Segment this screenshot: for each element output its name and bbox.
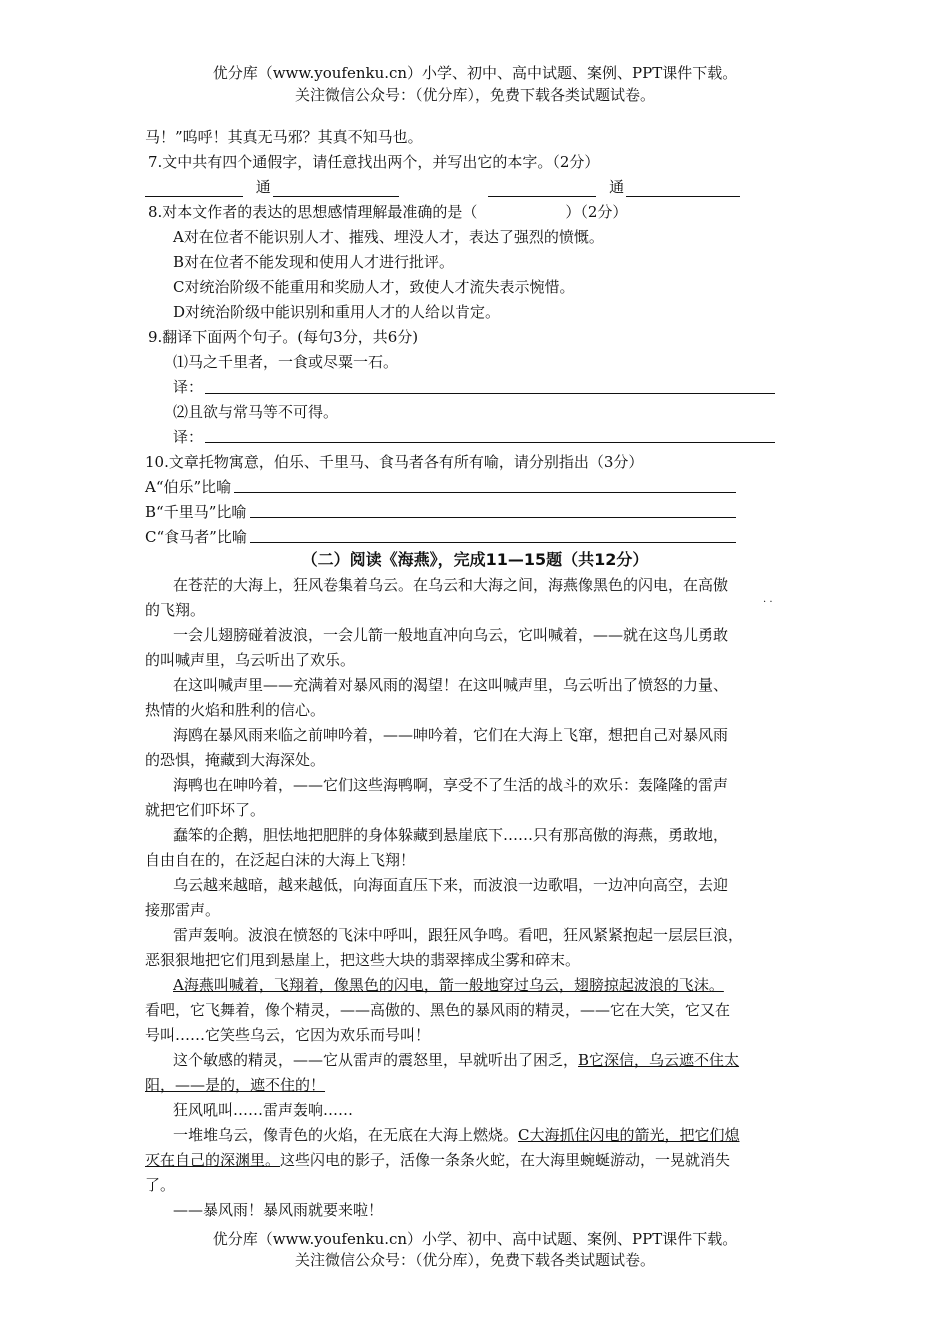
- underlined-sentence-b-cont: 阳，——是的，遮不住的！: [145, 1076, 326, 1094]
- passage-text: 这些闪电的影子，活像一条条火蛇，在大海里蜿蜒游动，一晃就消失: [280, 1151, 731, 1169]
- q10-a-line[interactable]: [234, 492, 736, 493]
- translate-label-1: 译：: [173, 378, 204, 396]
- q10-c-label: C“食马者”比喻: [145, 528, 247, 546]
- underlined-sentence-b: B它深信，乌云遮不住太: [578, 1051, 740, 1069]
- q10-b-label: B“千里马”比喻: [145, 503, 247, 521]
- passage-line: 看吧，它飞舞着，像个精灵，——高傲的、黑色的暴风雨的精灵，——它在大笑，它又在: [145, 1001, 731, 1019]
- passage-line: 号叫……它笑些乌云，它因为欢乐而号叫！: [145, 1026, 431, 1044]
- q10-a-label: A“伯乐”比喻: [145, 478, 232, 496]
- passage-line: 就把它们吓坏了。: [145, 801, 266, 819]
- passage-line: 了。: [145, 1176, 176, 1194]
- header-line-1: 优分库（www.youfenku.cn）小学、初中、高中试题、案例、PPT课件下载。: [212, 64, 738, 82]
- passage-line: 接那雷声。: [145, 901, 221, 919]
- option-a: A对在位者不能识别人才、摧残、埋没人才，表达了强烈的愤慨。: [173, 228, 604, 246]
- question-8: [148, 202, 627, 222]
- passage-line: 自由自在的，在泛起白沫的大海上飞翔！: [145, 851, 416, 869]
- passage-tail-line: 马！”呜呼！其真无马邪？其真不知马也。: [145, 128, 423, 146]
- sentence-2: ⑵且欲与常马等不可得。: [173, 403, 339, 421]
- question-8-text: 8.对本文作者的表达的思想感情理解最准确的是（: [148, 203, 478, 221]
- answer-blank-2[interactable]: [273, 180, 399, 197]
- underlined-sentence-c: C大海抓住闪电的箭光，把它们熄: [518, 1126, 740, 1144]
- passage-text: 一堆堆乌云，像青色的火焰，在无底在大海上燃烧。: [173, 1126, 519, 1144]
- passage-line: 恶狠狠地把它们甩到悬崖上，把这些大块的翡翠摔成尘雾和碎末。: [145, 951, 581, 969]
- option-c: C对统治阶级不能重用和奖励人才，致使人才流失表示惋惜。: [173, 278, 575, 296]
- question-8-points: ）（2分）: [565, 203, 628, 221]
- tong-label-2: 通: [609, 178, 625, 196]
- answer-blank-1[interactable]: [145, 180, 243, 197]
- translate-line-2[interactable]: [205, 442, 775, 443]
- passage-line: 一会儿翅膀碰着波浪，一会儿箭一般地直冲向乌云，它叫喊着，——就在这鸟儿勇敢: [173, 626, 729, 644]
- passage-line: 海鸥在暴风雨来临之前呻吟着，——呻吟着，它们在大海上飞窜，想把自己对暴风雨: [173, 726, 729, 744]
- translate-label-2: 译：: [173, 428, 204, 446]
- section-2-title: （二）阅读《海燕》，完成11—15题（共12分）: [301, 550, 649, 569]
- passage-line: [173, 1050, 739, 1070]
- header-line-2: 关注微信公众号：（优分库），免费下载各类试题试卷。: [294, 86, 655, 104]
- passage-line: 在苍茫的大海上，狂风卷集着乌云。在乌云和大海之间，海燕像黑色的闪电，在高傲: [173, 576, 729, 594]
- question-10: 10.文章托物寓意，伯乐、千里马、食马者各有所有喻，请分别指出（3分）: [145, 453, 644, 471]
- option-b: B对在位者不能发现和使用人才进行批评。: [173, 253, 455, 271]
- footer-line-1: 优分库（www.youfenku.cn）小学、初中、高中试题、案例、PPT课件下载。: [212, 1230, 738, 1248]
- passage-line: 的叫喊声里，乌云听出了欢乐。: [145, 651, 356, 669]
- option-d: D对统治阶级中能识别和重用人才的人给以肯定。: [173, 303, 501, 321]
- question-7-answer-row: [145, 177, 740, 197]
- passage-line: [173, 1125, 740, 1145]
- passage-line: 乌云越来越暗，越来越低，向海面直压下来，而波浪一边歌唱，一边冲向高空，去迎: [173, 876, 729, 894]
- tong-label-1: 通: [255, 178, 271, 196]
- q10-b-line[interactable]: [250, 517, 736, 518]
- passage-line: 海鸭也在呻吟着，——它们这些海鸭啊，享受不了生活的战斗的欢乐：轰隆隆的雷声: [173, 776, 729, 794]
- passage-text: 这个敏感的精灵，——它从雷声的震怒里，早就听出了困乏，: [173, 1051, 579, 1069]
- passage-line: 雷声轰响。波浪在愤怒的飞沫中呼叫，跟狂风争鸣。看吧，狂风紧紧抱起一层层巨浪，: [173, 926, 744, 944]
- question-7: 7.文中共有四个通假字，请任意找出两个，并写出它的本字。（2分）: [148, 153, 600, 171]
- passage-line: 的恐惧，掩藏到大海深处。: [145, 751, 326, 769]
- passage-line: 热情的火焰和胜利的信心。: [145, 701, 326, 719]
- answer-blank-3[interactable]: [488, 180, 596, 197]
- underlined-sentence-c-cont: 灭在自己的深渊里。: [145, 1151, 281, 1169]
- passage-line: ——暴风雨！暴风雨就要来啦！: [173, 1201, 384, 1219]
- translate-line-1[interactable]: [205, 393, 775, 394]
- q10-c-line[interactable]: [250, 542, 736, 543]
- passage-line: 狂风吼叫……雷声轰响……: [173, 1101, 354, 1119]
- underlined-sentence-a: A海燕叫喊着，飞翔着，像黑色的闪电，箭一般地穿过乌云，翅膀掠起波浪的飞沫。: [173, 976, 724, 994]
- sentence-1: ⑴马之千里者，一食或尽粟一石。: [173, 353, 399, 371]
- answer-blank-4[interactable]: [626, 180, 740, 197]
- question-9: 9.翻译下面两个句子。(每句3分，共6分): [148, 328, 419, 346]
- passage-line: [145, 1150, 730, 1170]
- passage-line: 在这叫喊声里——充满着对暴风雨的渴望！在这叫喊声里，乌云听出了愤怒的力量、: [173, 676, 729, 694]
- passage-line: 的飞翔。: [145, 601, 206, 619]
- emphasis-dots: . .: [763, 594, 773, 605]
- passage-line: 蠢笨的企鹅，胆怯地把肥胖的身体躲藏到悬崖底下……只有那高傲的海燕，勇敢地，: [173, 826, 729, 844]
- footer-line-2: 关注微信公众号：（优分库），免费下载各类试题试卷。: [294, 1251, 655, 1269]
